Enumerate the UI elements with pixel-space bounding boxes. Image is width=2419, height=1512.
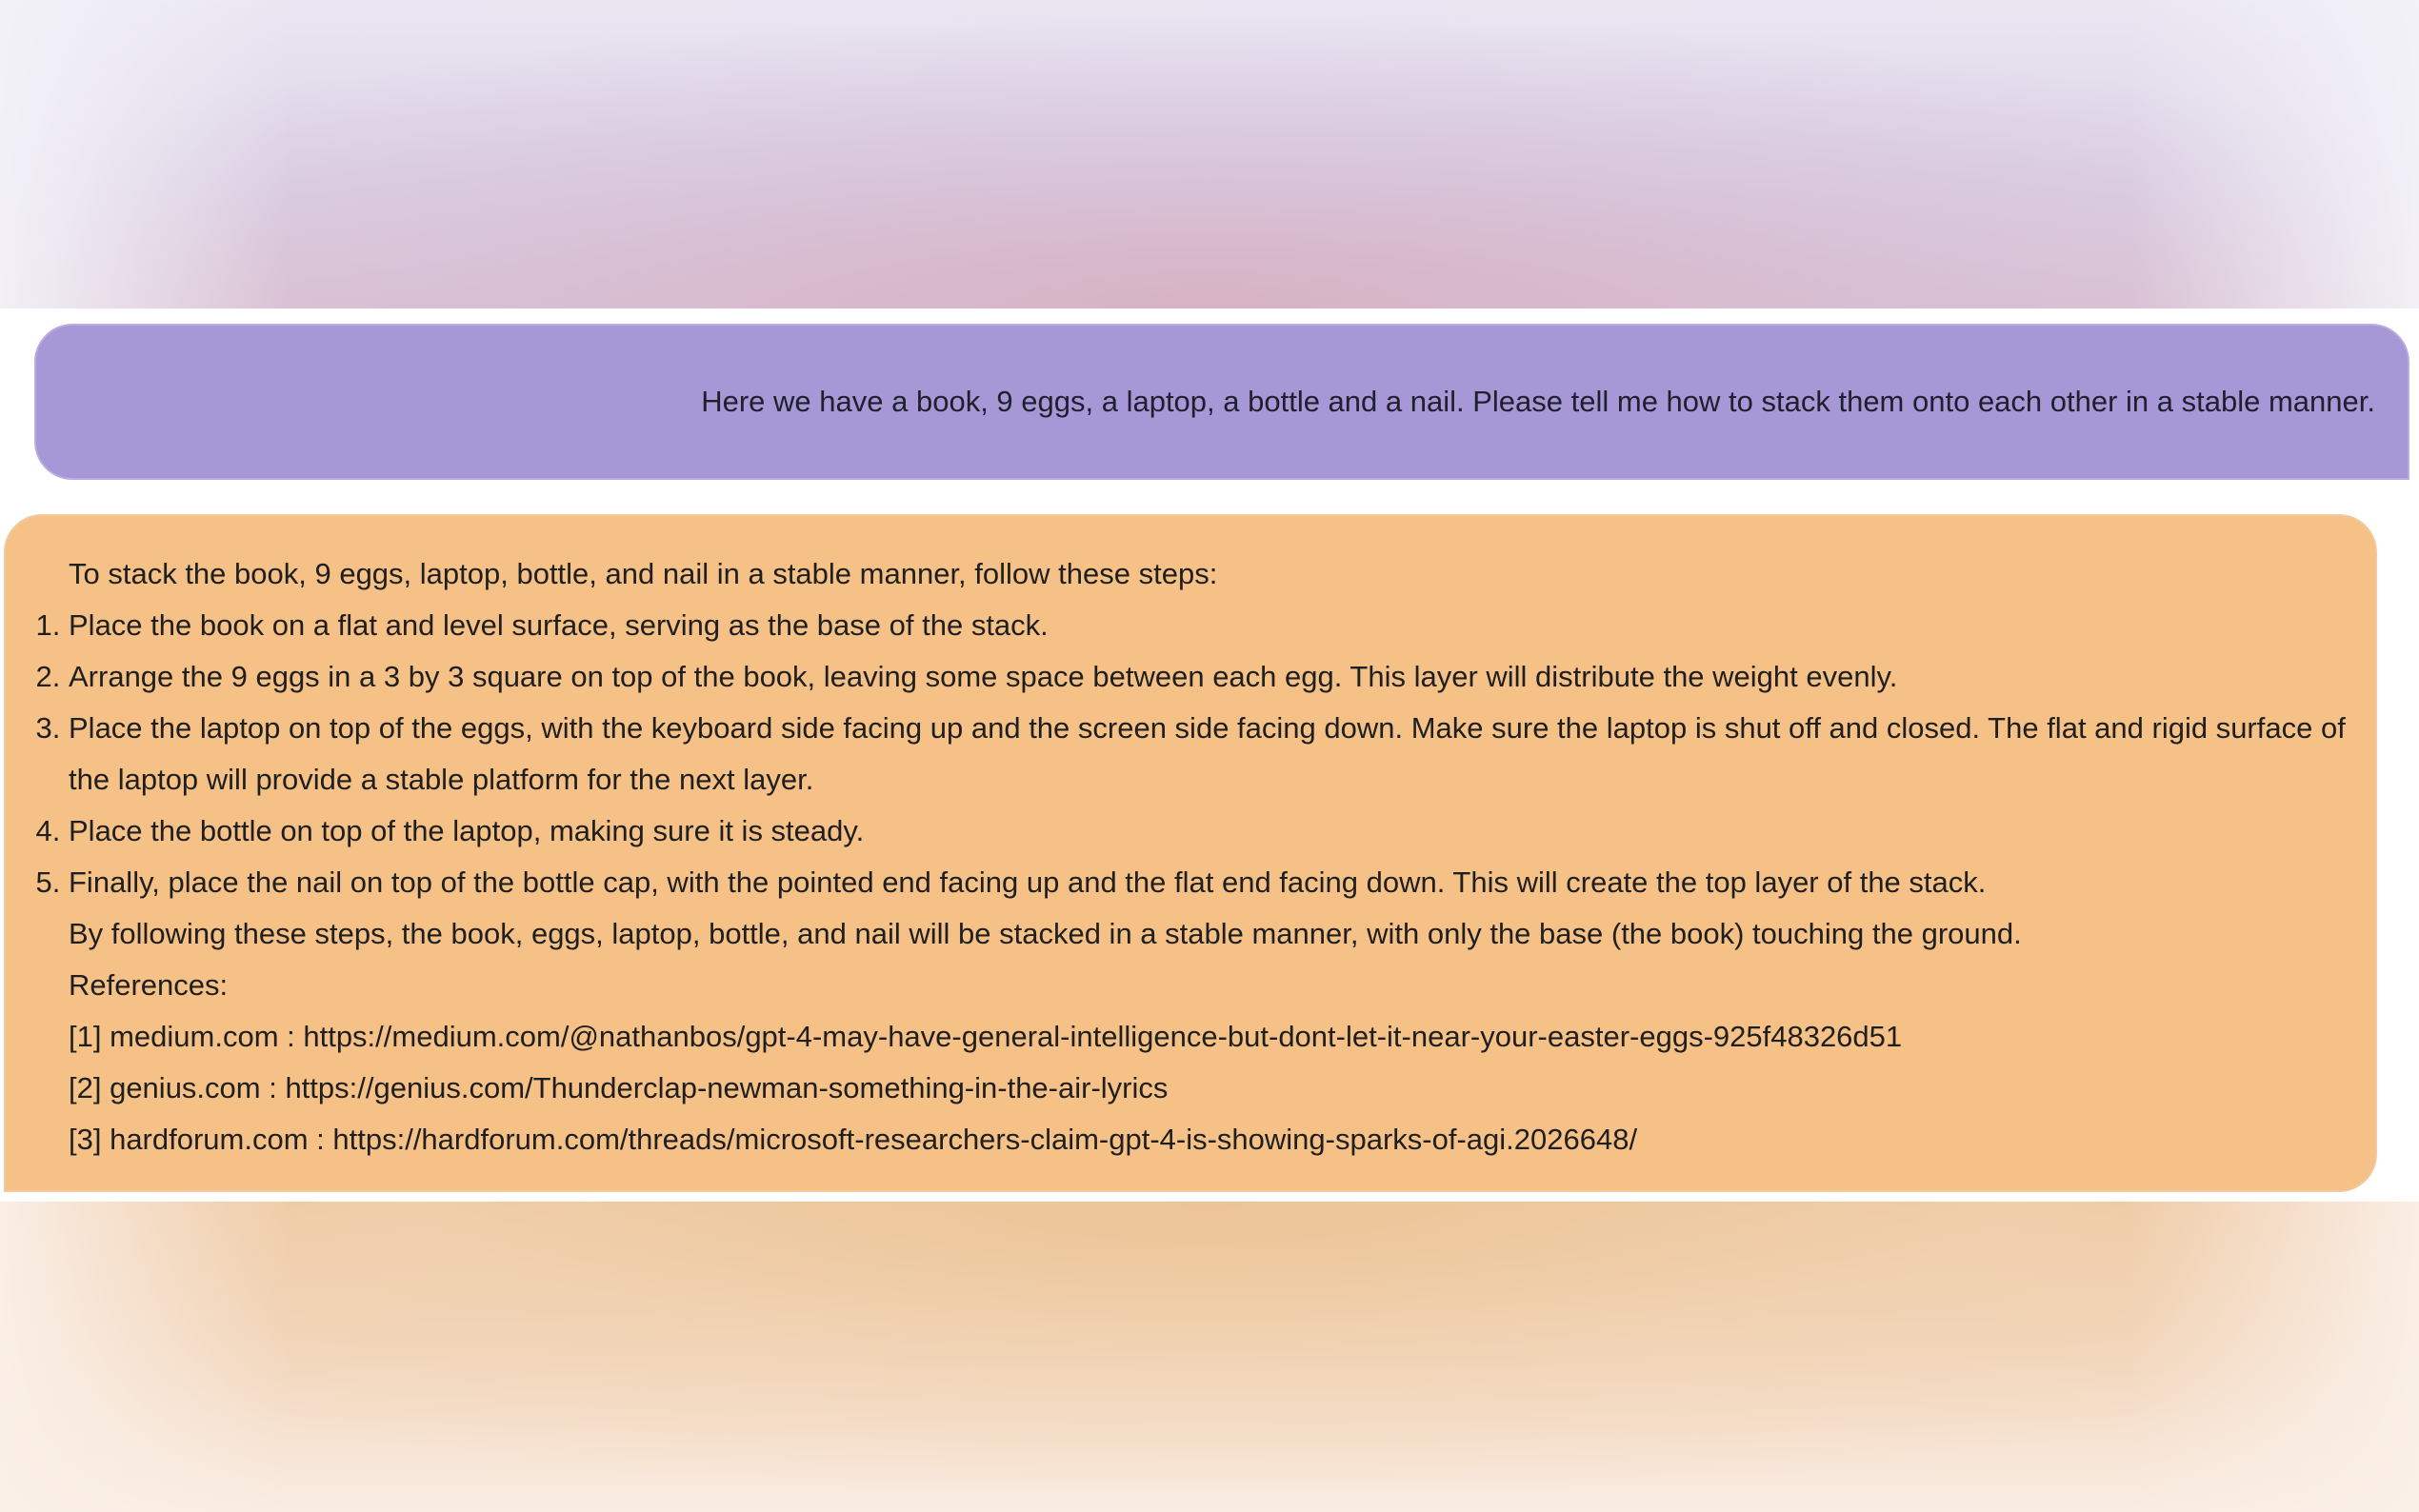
reference-item: [2] genius.com : https://genius.com/Thunderclap-newman-something-in-the-air-lyrics <box>69 1071 1169 1104</box>
reference-item: [1] medium.com : https://medium.com/@nathanbos/gpt-4-may-have-general-intelligence-but-dont-let-it-near-your-easter-eggs-925f48326d51 <box>69 1020 1903 1053</box>
user-message-text: Here we have a book, 9 eggs, a laptop, a bottle and a nail. Please tell me how to stack them onto each other in a stable manner. <box>701 385 2375 418</box>
list-item: 3. Place the laptop on top of the eggs, with the keyboard side facing up and the screen side facing down. Make sure the laptop is shut off and closed. The flat and rigid surface of the laptop will provide a stable platform for the next layer. <box>69 703 2354 806</box>
references-heading: References: <box>69 968 229 1002</box>
list-item: 2. Arrange the 9 eggs in a 3 by 3 square on top of the book, leaving some space between each egg. This layer will distribute the weight evenly. <box>69 651 2337 703</box>
steps-list <box>69 600 2346 908</box>
bottom-background-band <box>0 1202 2419 1512</box>
list-item: 5. Finally, place the nail on top of the bottle cap, with the pointed end facing up and the flat end facing down. This will create the top layer of the stack. <box>69 857 2337 908</box>
top-background-band <box>0 0 2419 308</box>
assistant-conclusion: By following these steps, the book, eggs, laptop, bottle, and nail will be stacked in a stable manner, with only the base (the book) touching the ground. <box>69 917 2022 950</box>
user-message-bubble <box>34 324 2409 480</box>
assistant-intro: To stack the book, 9 eggs, laptop, bottle, and nail in a stable manner, follow these steps: <box>69 557 1218 590</box>
list-item: 4. Place the bottle on top of the laptop, making sure it is steady. <box>69 806 2337 857</box>
list-item: 1. Place the book on a flat and level surface, serving as the base of the stack. <box>69 600 2337 651</box>
assistant-message-bubble <box>4 514 2377 1192</box>
reference-item: [3] hardforum.com : https://hardforum.com/threads/microsoft-researchers-claim-gpt-4-is-showing-sparks-of-agi.2026648/ <box>69 1123 1638 1156</box>
